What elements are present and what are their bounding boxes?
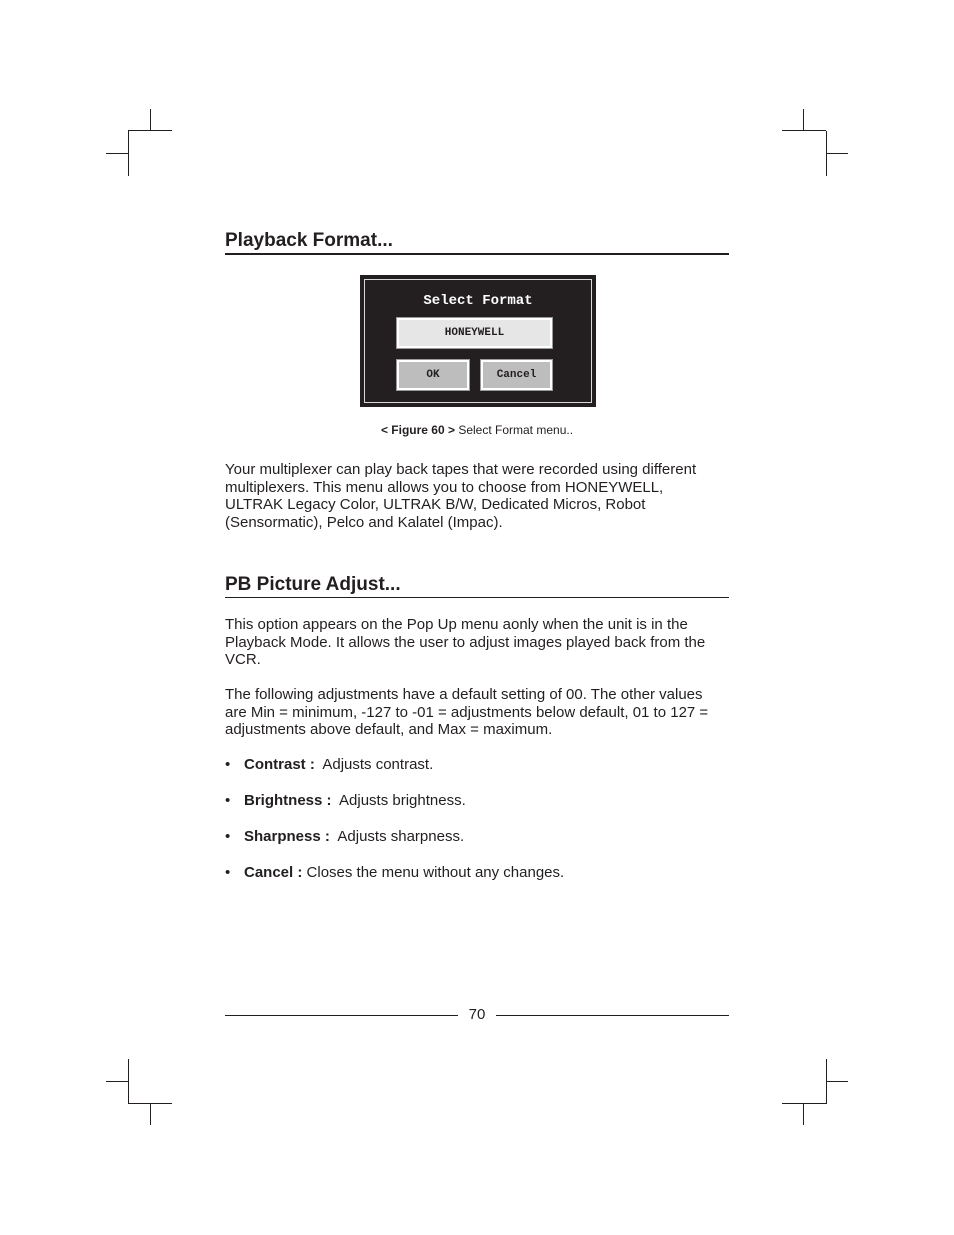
bullet-icon: •	[225, 828, 231, 845]
bullet-term: Sharpness :	[244, 828, 330, 845]
crop-mark	[826, 153, 848, 154]
crop-mark	[106, 153, 128, 154]
format-selector-button[interactable]: HONEYWELL	[397, 318, 552, 348]
section-divider	[225, 253, 729, 255]
page-number: 70	[468, 1006, 486, 1023]
bullet-description: Adjusts contrast.	[322, 756, 434, 773]
text-line: (Sensormatic), Pelco and Kalatel (Impac).	[225, 513, 503, 531]
text-line: Your multiplexer can play back tapes that were recorded using different	[225, 461, 697, 478]
pb-adjust-intro-paragraph	[225, 616, 735, 669]
cancel-button[interactable]: Cancel	[481, 360, 552, 390]
bullet-term: Cancel :	[244, 864, 303, 881]
crop-mark	[128, 131, 129, 176]
crop-mark	[803, 1104, 804, 1125]
select-format-dialog	[360, 275, 596, 407]
text-line: This option appears on the Pop Up menu aonly when the unit is in the	[225, 616, 688, 633]
section-title-playback-format: Playback Format...	[225, 230, 393, 251]
crop-mark	[803, 109, 804, 131]
bullet-icon: •	[225, 756, 231, 773]
crop-mark	[826, 1059, 827, 1104]
pb-adjust-defaults-paragraph	[225, 686, 735, 739]
figure-caption-text: Select Format menu..	[458, 423, 574, 437]
crop-mark	[106, 1081, 128, 1082]
bullet-description: Adjusts sharpness.	[337, 828, 465, 845]
crop-mark	[782, 130, 826, 131]
text-line: Playback Mode. It allows the user to adjust images played back from the	[225, 633, 706, 651]
playback-format-paragraph	[225, 461, 735, 531]
footer-rule-right	[496, 1015, 729, 1016]
dialog-title: Select Format	[423, 293, 533, 309]
crop-mark	[150, 1104, 151, 1125]
bullet-term: Brightness :	[244, 792, 332, 809]
text-line: The following adjustments have a default setting of 00. The other values	[225, 686, 703, 703]
select-format-dialog-frame	[364, 279, 592, 403]
text-line: are Min = minimum, -127 to -01 = adjustments below default, 01 to 127 =	[225, 703, 709, 721]
text-line: multiplexers. This menu allows you to choose from HONEYWELL,	[225, 478, 664, 496]
section-title-pb-picture-adjust: PB Picture Adjust...	[225, 574, 401, 595]
crop-mark	[826, 1081, 848, 1082]
bullet-icon: •	[225, 864, 231, 881]
ok-button[interactable]: OK	[397, 360, 469, 390]
bullet-description: Closes the menu without any changes.	[306, 864, 565, 881]
text-line: adjustments above default, and Max = maximum.	[225, 721, 553, 738]
section-divider	[225, 597, 729, 598]
crop-mark	[128, 1059, 129, 1104]
figure-caption	[225, 423, 729, 437]
bullet-icon: •	[225, 792, 231, 809]
text-line: VCR.	[225, 651, 261, 668]
bullet-description: Adjusts brightness.	[339, 792, 466, 809]
bullet-term: Contrast :	[244, 756, 315, 773]
text-line: ULTRAK Legacy Color, ULTRAK B/W, Dedicated Micros, Robot	[225, 496, 646, 513]
crop-mark	[128, 130, 172, 131]
footer-rule-left	[225, 1015, 458, 1016]
crop-mark	[782, 1103, 826, 1104]
crop-mark	[150, 109, 151, 131]
figure-label: < Figure 60 >	[380, 423, 455, 437]
